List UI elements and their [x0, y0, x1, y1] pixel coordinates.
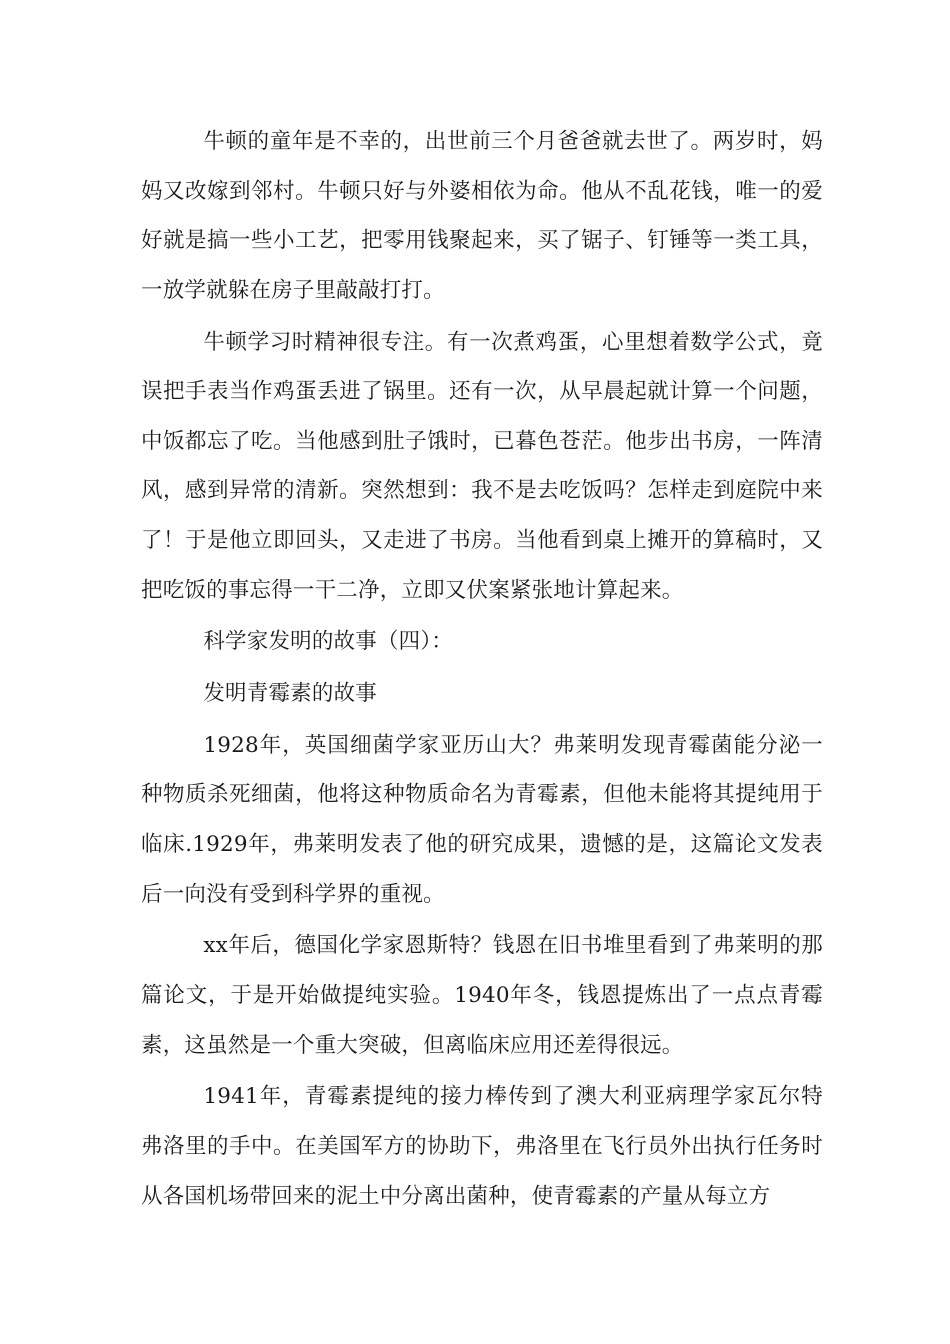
document-body — [141, 117, 823, 1223]
section-heading: 科学家发明的故事（四）： — [203, 629, 453, 655]
paragraph-newton-focus: 牛顿学习时精神很专注。有一次煮鸡蛋，心里想着数学公式，竟误把手表当作鸡蛋丢进了锅里。还有一次，从早晨起就计算一个问题，中饭都忘了吃。当他感到肚子饿时，已暮色苍茫。他步出书房，一阵清风，感到异常的清新。突然想到：我不是去吃饭吗？怎样走到庭院中来了！于是他立即回头，又走进了书房。当他看到桌上摊开的算稿时，又把吃饭的事忘得一干二净，立即又伏案紧张地计算起来。 — [141, 329, 823, 603]
paragraph-florey: 1941年，青霉素提纯的接力棒传到了澳大利亚病理学家瓦尔特弗洛里的手中。在美国军方的协助下，弗洛里在飞行员外出执行任务时从各国机场带回来的泥土中分离出菌种，使青霉素的产量从每立方 — [141, 1084, 823, 1209]
paragraph-fleming: 1928年，英国细菌学家亚历山大？弗莱明发现青霉菌能分泌一种物质杀死细菌，他将这种物质命名为青霉素，但他未能将其提纯用于临床.1929年，弗莱明发表了他的研究成果，遗憾的是，这篇论文发表后一向没有受到科学界的重视。 — [141, 732, 823, 907]
section-subheading: 发明青霉素的故事 — [203, 681, 377, 707]
paragraph-chain: xx年后，德国化学家恩斯特？钱恩在旧书堆里看到了弗莱明的那篇论文，于是开始做提纯实验。1940年冬，钱恩提炼出了一点点青霉素，这虽然是一个重大突破，但离临床应用还差得很远。 — [141, 933, 823, 1058]
paragraph-newton-childhood: 牛顿的童年是不幸的，出世前三个月爸爸就去世了。两岁时，妈妈又改嫁到邻村。牛顿只好与外婆相依为命。他从不乱花钱，唯一的爱好就是搞一些小工艺，把零用钱聚起来，买了锯子、钉锤等一类工具，一放学就躲在房子里敲敲打打。 — [141, 129, 823, 303]
